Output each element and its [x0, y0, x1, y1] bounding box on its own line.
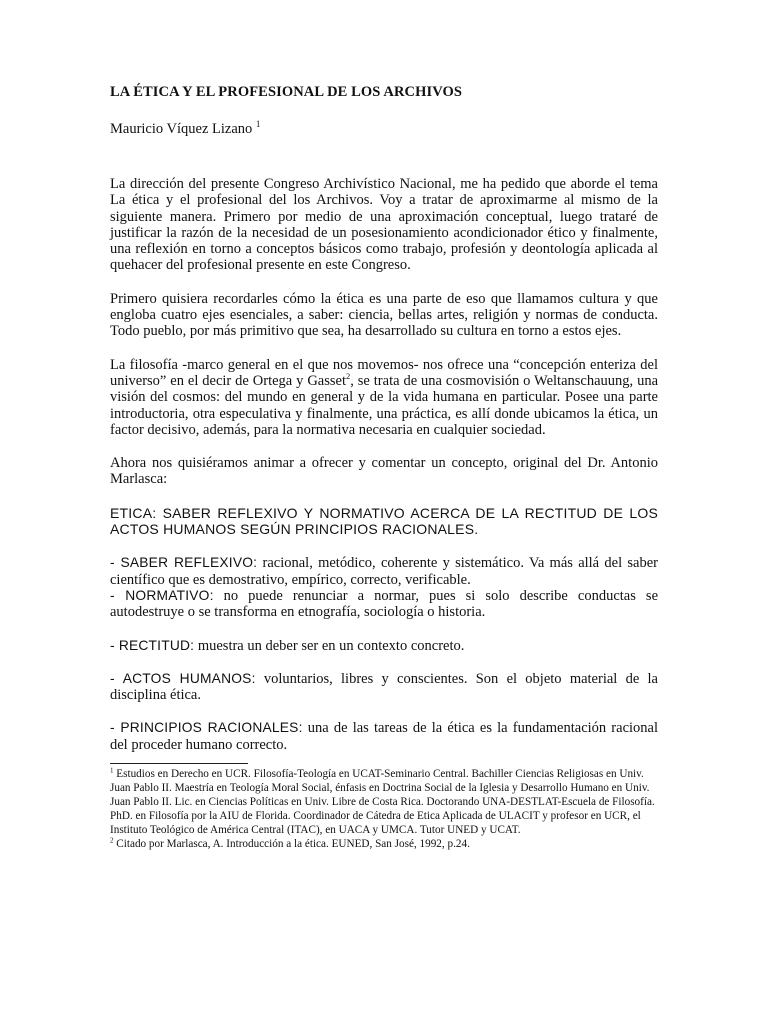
- footnote-1: [110, 767, 658, 837]
- item-term: - SABER REFLEXIVO:: [110, 555, 258, 571]
- footnote-number: 2: [110, 836, 114, 845]
- footnote-ref-1[interactable]: 1: [255, 119, 261, 130]
- footnote-2: [110, 837, 658, 851]
- paragraph-intro: La dirección del presente Congreso Archivístico Nacional, me ha pedido que aborde el tema La ética y el profesional del los Archivos. Voy a tratar de aproximarme al mismo de la siguiente manera. Primero por medio de una aproximación conceptual, luego trataré de justificar la razón de la necesidad de un posesionamiento acondicionador ético y finalmente, una reflexión en torno a conceptos básicos como trabajo, profesión y deontología aplicada al quehacer del profesional presente en este Congreso.: [110, 176, 658, 274]
- item-term: - NORMATIVO:: [110, 587, 214, 603]
- author-line: [110, 121, 658, 138]
- paragraph-philosophy-part1: La filosofía -marco general en el que nos movemos- nos ofrece una “concepción enteriza del universo” en el decir de Ortega y Gasset: [110, 356, 658, 389]
- definition-item-normativo: [110, 588, 658, 621]
- item-text: muestra un deber ser en un contexto concreto.: [194, 637, 465, 654]
- definition-item-saber-reflexivo: [110, 555, 658, 588]
- footnote-ref-2[interactable]: 2: [345, 371, 351, 382]
- footnote-number: 1: [110, 766, 114, 775]
- document-page: [110, 84, 658, 851]
- ethics-definition: ETICA: SABER REFLEXIVO Y NORMATIVO ACERCA DE LA RECTITUD DE LOS ACTOS HUMANOS SEGÚN PRINCIPIOS RACIONALES.: [110, 504, 658, 538]
- paragraph-philosophy-part2: , se trata de una cosmovisión o Weltanschauung, una visión del cosmos: del mundo en general y de la vida humana en particular. Posee una parte introductoria, otra especulativa y finalmente, una práctica, es allí donde ubicamos la ética, un factor decisivo, además, para la normativa necesaria en cualquier sociedad.: [110, 372, 658, 438]
- item-term: - ACTOS HUMANOS:: [110, 670, 256, 686]
- item-text: voluntarios, libres y conscientes. Son el objeto material de la disciplina ética.: [110, 670, 658, 704]
- item-text: una de las tareas de la ética es la fundamentación racional del proceder humano correcto.: [110, 720, 658, 753]
- item-term: - RECTITUD:: [110, 637, 195, 653]
- footnote-separator: [110, 763, 248, 764]
- definition-item-rectitud: [110, 638, 658, 654]
- footnote-text: Estudios en Derecho en UCR. Filosofía-Teología en UCAT-Seminario Central. Bachiller Ciencias Religiosas en Univ. Juan Pablo II. Maestría en Teología Moral Social, énfasis en Doctrina Social de la Iglesia y Desarrollo Humano en Univ. Juan Pablo II. Lic. en Ciencias Políticas en Univ. Libre de Costa Rica. Doctorando UNA-DESTLAT-Escuela de Filosofía. PhD. en Filosofía por la AIU de Florida. Coordinador de Cátedra de Etica Aplicada de ULACIT y profesor en UCR, el Instituto Teológico de América Central (ITAC), en UACA y UMCA. Tutor UNED y UCAT.: [110, 768, 655, 837]
- document-title: LA ÉTICA Y EL PROFESIONAL DE LOS ARCHIVOS: [110, 84, 463, 100]
- item-term: - PRINCIPIOS RACIONALES:: [110, 720, 303, 736]
- paragraph-philosophy: [110, 357, 658, 438]
- paragraph-concept-intro: Ahora nos quisiéramos animar a ofrecer y comentar un concepto, original del Dr. Antonio Marlasca:: [110, 455, 658, 488]
- footnote-text: Citado por Marlasca, A. Introducción a la ética. EUNED, San José, 1992, p.24.: [113, 838, 470, 851]
- definition-item-principios-racionales: [110, 720, 658, 753]
- item-text: no puede renunciar a normar, pues si solo describe conductas se autodestruye o se transforma en etnografía, sociología o historia.: [110, 587, 658, 621]
- definition-item-actos-humanos: [110, 671, 658, 704]
- item-text: racional, metódico, coherente y sistemático. Va más allá del saber científico que es demostrativo, empírico, correcto, verificable.: [110, 555, 658, 588]
- author-name: Mauricio Víquez Lizano: [110, 121, 253, 137]
- paragraph-culture: Primero quisiera recordarles cómo la ética es una parte de eso que llamamos cultura y que engloba cuatro ejes esenciales, a saber: ciencia, bellas artes, religión y normas de conducta. Todo pueblo, por más primitivo que sea, ha desarrollado su cultura en torno a estos ejes.: [110, 290, 658, 340]
